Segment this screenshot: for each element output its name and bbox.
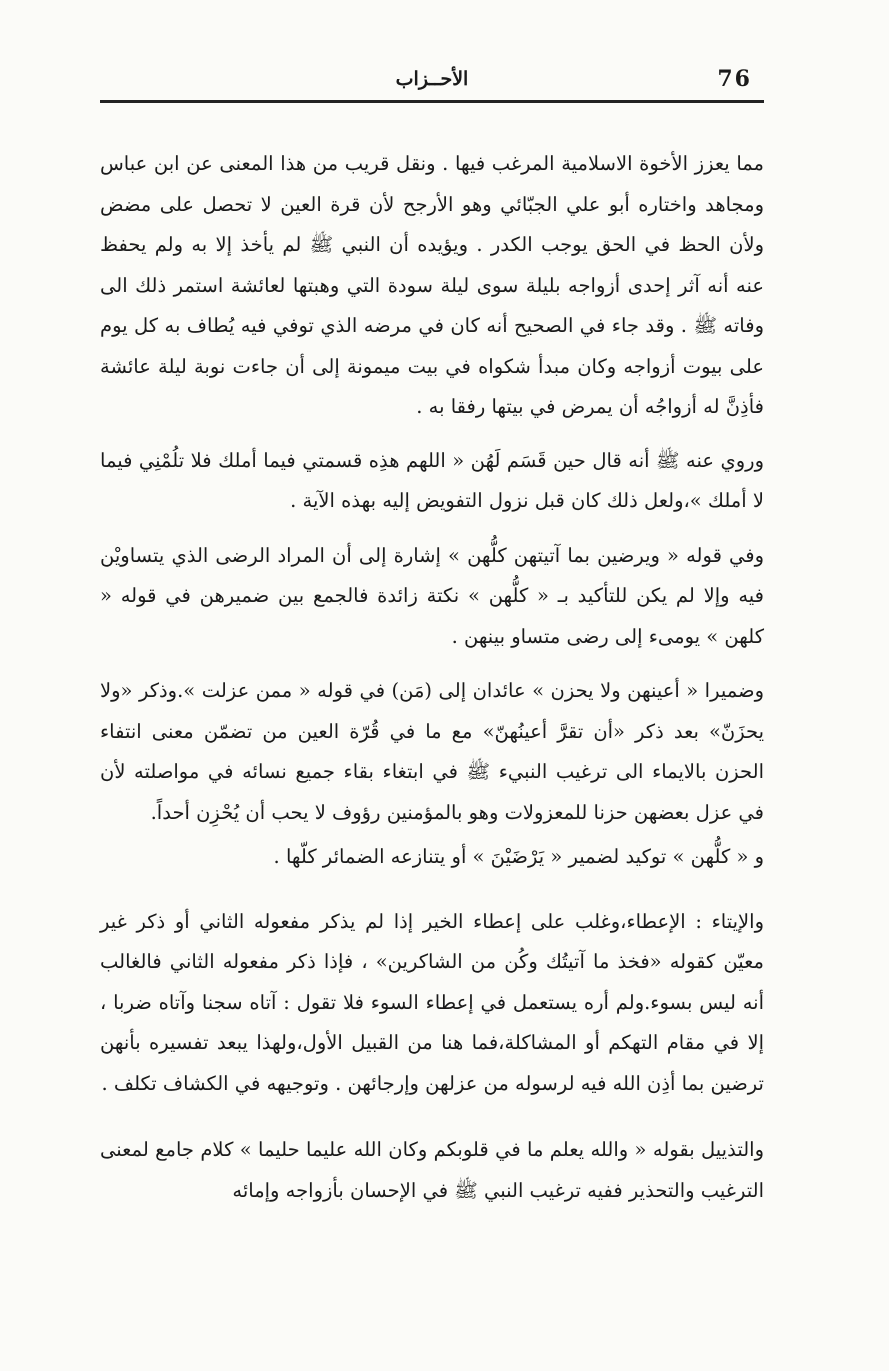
paragraph: وفي قوله « ويرضين بما آتيتهن كلُّهن » إشارة إلى أن المراد الرضى الذي يتساويْن فيه وإلا لم يكن للتأكيد بـ « كلُّهن » نكتة زائدة فالجمع بين ضميرهن في قوله « كلهن » يومىء إلى رضى متساو بينهن .	[100, 543, 764, 648]
page-header	[100, 60, 764, 100]
page-number: 76	[717, 66, 752, 92]
header-divider	[100, 100, 764, 103]
paragraph: وروي عنه ﷺ أنه قال حين قَسَم لَهُن « اللهم هذِه قسمتي فيما أملك فلا تلُمْنِي فيما لا أملك »،ولعل ذلك كان قبل نزول التفويض إليه بهذه الآية .	[100, 448, 764, 512]
running-title: الأحــزاب	[395, 68, 469, 90]
paragraph: والإيتاء : الإعطاء،وغلب على إعطاء الخير إذا لم يذكر مفعوله الثاني أو ذكر غير معيّن كقوله «فخذ ما آتيتُك وكُن من الشاكرين» ، فإذا ذكر مفعوله الثاني فالغالب أنه ليس بسوء.ولم أره يستعمل في إعطاء السوء فلا تقول : آتاه سجنا وآتاه ضربا ، إلا في مقام التهكم أو المشاكلة،فما هنا من القبيل الأول،ولهذا يبعد تفسيره بأنهن ترضين بما أذِن الله فيه لرسوله من عزلهن وإرجائهن . وتوجيهه في الكشاف تكلف .	[100, 909, 764, 1095]
paragraph: والتذييل بقوله « والله يعلم ما في قلوبكم وكان الله عليما حليما » كلام جامع لمعنى الترغيب والتحذير ففيه ترغيب النبي ﷺ في الإحسان بأزواجه وإمائه	[100, 1138, 764, 1202]
paragraph: وضميرا « أعينهن ولا يحزن » عائدان إلى (مَن) في قوله « ممن عزلت ».وذكر «ولا يحزَنّ» بعد ذكر «أن تقرَّ أعينُهنّ» مع ما في قُرّة العين من تضمّن معنى انتفاء الحزن بالايماء الى ترغيب النبيء ﷺ في ابتغاء بقاء جميع نسائه في مواصلته لأن في عزل بعضهن حزنا للمعزولات وهو بالمؤمنين رؤوف لا يحب أن يُحْزِن أحداً.	[100, 679, 764, 824]
page-body	[100, 144, 764, 1211]
paragraph: مما يعزز الأخوة الاسلامية المرغب فيها . ونقل قريب من هذا المعنى عن ابن عباس ومجاهد واختاره أبو علي الجبّائي وهو الأرجح لأن قرة العين لا تحصل على مضض ولأن الحظ في الحق يوجب الكدر . ويؤيده أن النبي ﷺ لم يأخذ إلا به ولم يحفظ عنه أنه آثر إحدى أزواجه بليلة سوى ليلة سودة التي وهبتها لعائشة استمر ذلك الى وفاته ﷺ . وقد جاء في الصحيح أنه كان في مرضه الذي توفي فيه يُطاف به كل يوم على بيوت أزواجه وكان مبدأ شكواه في بيت ميمونة إلى أن جاءت نوبة ليلة عائشة فأذِنَّ له أزواجُه أن يمرض في بيتها رفقا به .	[100, 152, 764, 418]
paragraph: و « كلُّهن » توكيد لضمير « يَرْضَيْنَ » أو يتنازعه الضمائر كلّها .	[273, 845, 764, 868]
